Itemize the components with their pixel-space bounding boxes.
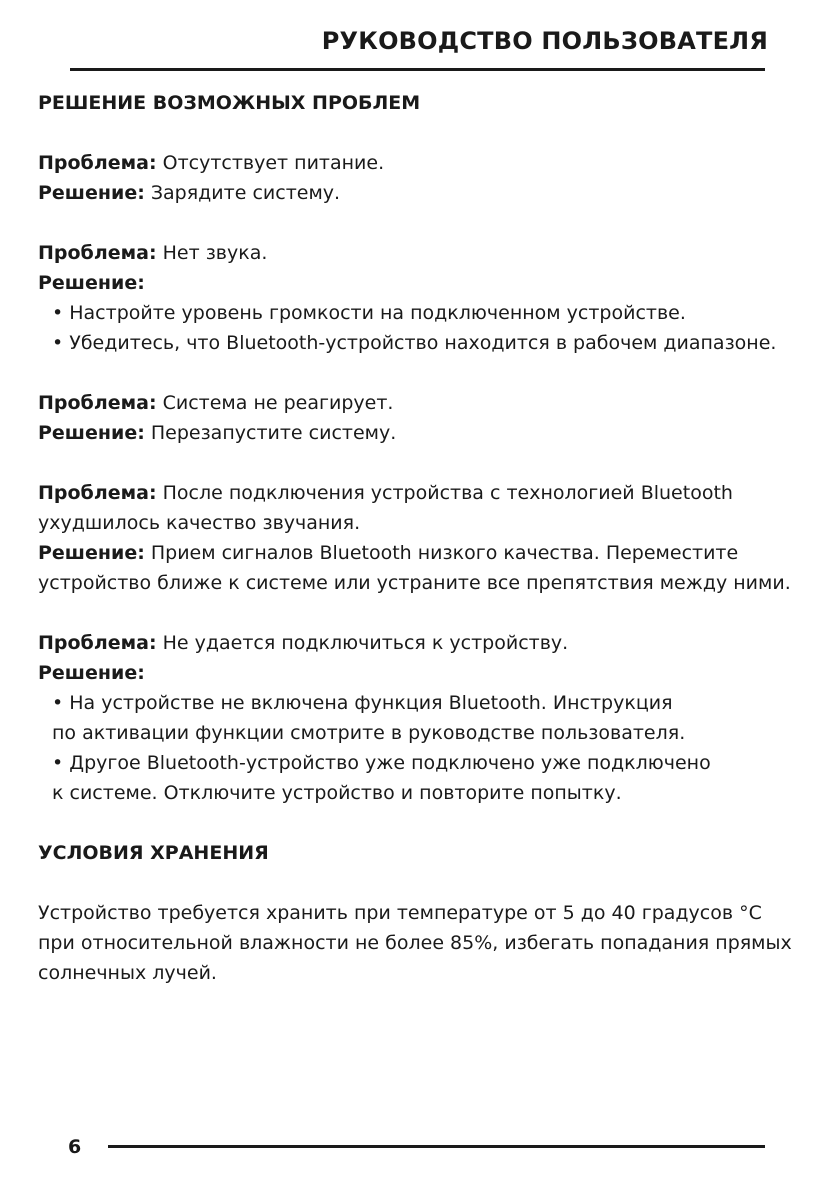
solution-text: Прием сигналов Bluetooth низкого качества. Переместите xyxy=(144,542,739,564)
solution-bullet: • Настройте уровень громкости на подключенном устройстве. xyxy=(52,302,686,324)
problem-label: Проблема: xyxy=(38,152,157,174)
solution-line xyxy=(38,538,808,568)
footer-divider xyxy=(108,1145,765,1148)
solution-label: Решение: xyxy=(38,542,145,564)
problem-label: Проблема: xyxy=(38,392,157,414)
storage-text-line: солнечных лучей. xyxy=(38,962,217,984)
problem-text: Система не реагирует. xyxy=(156,392,394,414)
solution-bullet: • На устройстве не включена функция Bluetooth. Инструкция xyxy=(52,692,673,714)
solution-bullet: • Другое Bluetooth-устройство уже подключено уже подключено xyxy=(52,752,711,774)
problem-label: Проблема: xyxy=(38,482,157,504)
solution-text-continued: устройство ближе к системе или устраните все препятствия между ними. xyxy=(38,572,791,594)
solution-line xyxy=(38,178,808,208)
problem-line xyxy=(38,478,808,508)
problem-text: Отсутствует питание. xyxy=(156,152,385,174)
solution-text: Перезапустите систему. xyxy=(144,422,397,444)
problem-text: Не удается подключиться к устройству. xyxy=(156,632,569,654)
page-content xyxy=(38,88,808,988)
solution-label: Решение: xyxy=(38,272,145,294)
problem-text: После подключения устройства с технологией Bluetooth xyxy=(156,482,733,504)
solution-bullet: • Убедитесь, что Bluetooth-устройство находится в рабочем диапазоне. xyxy=(52,332,777,354)
problem-label: Проблема: xyxy=(38,242,157,264)
solution-text: Зарядите систему. xyxy=(144,182,341,204)
problem-line xyxy=(38,148,808,178)
solution-line xyxy=(38,418,808,448)
solution-bullet-continued: по активации функции смотрите в руководстве пользователя. xyxy=(52,722,686,744)
storage-text-line: при относительной влажности не более 85%, избегать попадания прямых xyxy=(38,932,792,954)
solution-label: Решение: xyxy=(38,182,145,204)
problem-line xyxy=(38,238,808,268)
problem-line xyxy=(38,388,808,418)
problem-text: Нет звука. xyxy=(156,242,268,264)
problem-line xyxy=(38,628,808,658)
problem-label: Проблема: xyxy=(38,632,157,654)
storage-title: УСЛОВИЯ ХРАНЕНИЯ xyxy=(38,842,269,864)
header-divider xyxy=(70,68,765,71)
page-header-title: РУКОВОДСТВО ПОЛЬЗОВАТЕЛЯ xyxy=(321,27,768,55)
solution-bullet-continued: к системе. Отключите устройство и повторите попытку. xyxy=(52,782,622,804)
problem-text-continued: ухудшилось качество звучания. xyxy=(38,512,361,534)
troubleshooting-title: РЕШЕНИЕ ВОЗМОЖНЫХ ПРОБЛЕМ xyxy=(38,92,421,114)
solution-label: Решение: xyxy=(38,422,145,444)
page-number: 6 xyxy=(68,1136,82,1158)
solution-line xyxy=(38,658,808,688)
storage-text-line: Устройство требуется хранить при температуре от 5 до 40 градусов °C xyxy=(38,902,762,924)
solution-label: Решение: xyxy=(38,662,145,684)
solution-line xyxy=(38,268,808,298)
